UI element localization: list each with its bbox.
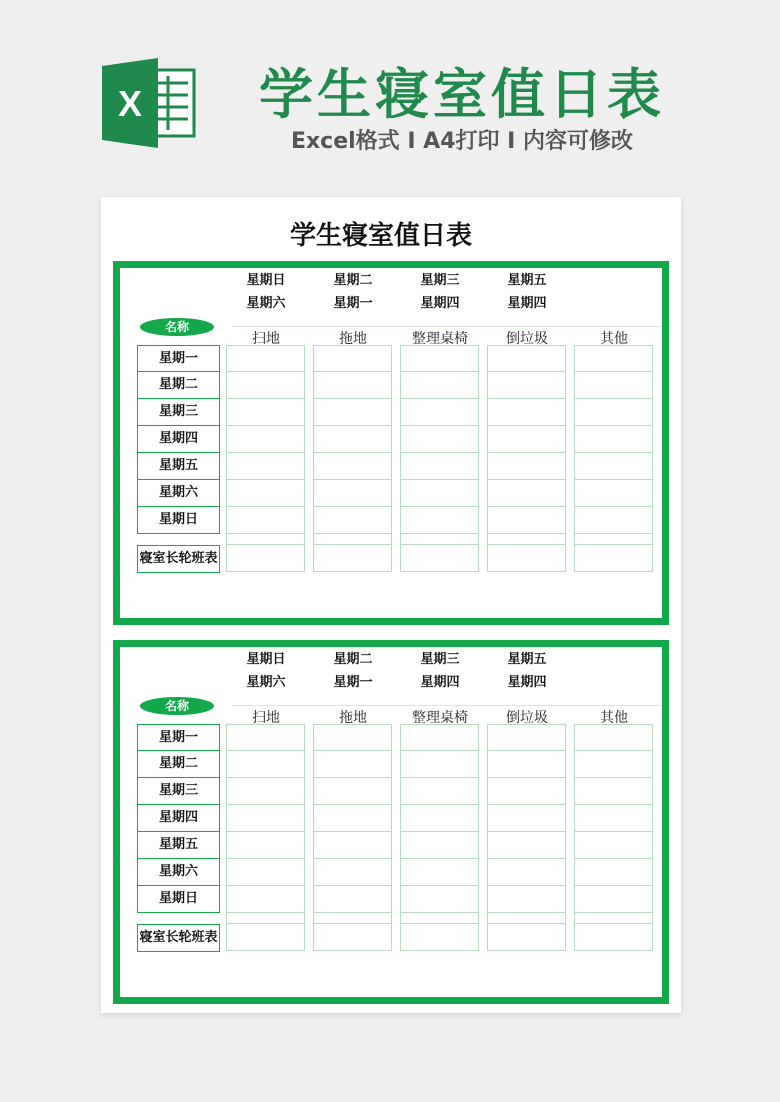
- column-header: 扫地: [252, 331, 280, 347]
- duty-sheet-2: [113, 640, 669, 1004]
- week-label: 星期二: [333, 652, 373, 667]
- table-cell[interactable]: [313, 913, 392, 924]
- day-label: 星期三: [137, 399, 220, 426]
- table-cell[interactable]: [574, 534, 653, 545]
- table-cell[interactable]: [574, 778, 653, 805]
- table-cell[interactable]: [313, 724, 392, 751]
- table-cell[interactable]: [313, 345, 392, 372]
- table-cell[interactable]: [226, 751, 305, 778]
- table-cell[interactable]: [574, 507, 653, 534]
- column-header: 其他: [600, 710, 628, 726]
- table-cell[interactable]: [487, 832, 566, 859]
- table-cell[interactable]: [400, 545, 479, 572]
- day-label: 星期二: [137, 372, 220, 399]
- table-cell[interactable]: [574, 399, 653, 426]
- leader-rotation-label: 寝室长轮班表: [137, 545, 220, 573]
- table-cell[interactable]: [487, 724, 566, 751]
- table-cell[interactable]: [400, 913, 479, 924]
- day-label: 星期三: [137, 778, 220, 805]
- table-cell[interactable]: [487, 778, 566, 805]
- table-cell[interactable]: [313, 507, 392, 534]
- table-cell[interactable]: [226, 545, 305, 572]
- table-cell[interactable]: [400, 534, 479, 545]
- day-label: 星期一: [137, 724, 220, 751]
- table-cell[interactable]: [487, 534, 566, 545]
- week-label: 星期日: [246, 273, 286, 288]
- logo-letter: X: [117, 83, 143, 124]
- table-cell[interactable]: [226, 832, 305, 859]
- table-cell[interactable]: [487, 545, 566, 572]
- column-header: 扫地: [252, 710, 280, 726]
- table-cell[interactable]: [574, 886, 653, 913]
- day-label: 星期五: [137, 453, 220, 480]
- table-cell[interactable]: [487, 345, 566, 372]
- table-cell[interactable]: [226, 805, 305, 832]
- table-cell[interactable]: [313, 545, 392, 572]
- table-cell[interactable]: [574, 453, 653, 480]
- column-header: 倒垃圾: [506, 710, 548, 726]
- table-cell[interactable]: [574, 372, 653, 399]
- table-cell[interactable]: [487, 805, 566, 832]
- day-label: 星期二: [137, 751, 220, 778]
- table-cell[interactable]: [574, 805, 653, 832]
- week-label: 星期四: [420, 296, 460, 311]
- table-cell[interactable]: [313, 480, 392, 507]
- table-cell[interactable]: [574, 832, 653, 859]
- table-cell[interactable]: [574, 913, 653, 924]
- table-cell[interactable]: [313, 399, 392, 426]
- name-badge: 名称: [140, 697, 214, 715]
- week-label: 星期六: [246, 296, 286, 311]
- table-cell[interactable]: [313, 859, 392, 886]
- table-cell[interactable]: [313, 453, 392, 480]
- table-cell[interactable]: [226, 399, 305, 426]
- table-cell[interactable]: [400, 507, 479, 534]
- table-cell[interactable]: [487, 913, 566, 924]
- subtitle: Excel格式 Ⅰ A4打印 Ⅰ 内容可修改: [290, 129, 634, 154]
- day-label: 星期日: [137, 886, 220, 913]
- week-label: 星期三: [420, 652, 460, 667]
- page-title: 学生寝室值日表: [289, 221, 472, 251]
- table-cell[interactable]: [226, 507, 305, 534]
- week-label: 星期日: [246, 652, 286, 667]
- week-label: 星期一: [333, 675, 373, 690]
- table-cell[interactable]: [400, 372, 479, 399]
- table-cell[interactable]: [400, 480, 479, 507]
- header-divider: [232, 705, 662, 706]
- table-cell[interactable]: [487, 507, 566, 534]
- column-header: 拖地: [339, 710, 367, 726]
- week-label: 星期一: [333, 296, 373, 311]
- banner: [0, 0, 780, 190]
- table-cell[interactable]: [400, 924, 479, 951]
- table-cell[interactable]: [226, 778, 305, 805]
- table-cell[interactable]: [226, 480, 305, 507]
- duty-sheet-1: [113, 261, 669, 625]
- table-cell[interactable]: [400, 345, 479, 372]
- table-cell[interactable]: [487, 453, 566, 480]
- name-badge: 名称: [140, 318, 214, 336]
- table-cell[interactable]: [226, 534, 305, 545]
- column-header: 拖地: [339, 331, 367, 347]
- table-cell[interactable]: [400, 832, 479, 859]
- excel-icon: [102, 58, 198, 148]
- table-cell[interactable]: [574, 859, 653, 886]
- week-label: 星期二: [333, 273, 373, 288]
- table-cell[interactable]: [313, 832, 392, 859]
- week-label: 星期五: [507, 273, 547, 288]
- table-cell[interactable]: [400, 426, 479, 453]
- day-label: 星期六: [137, 859, 220, 886]
- table-cell[interactable]: [400, 859, 479, 886]
- table-cell[interactable]: [313, 751, 392, 778]
- table-cell[interactable]: [313, 805, 392, 832]
- table-cell[interactable]: [487, 372, 566, 399]
- table-cell[interactable]: [487, 426, 566, 453]
- table-cell[interactable]: [574, 724, 653, 751]
- table-cell[interactable]: [400, 453, 479, 480]
- day-label: 星期一: [137, 345, 220, 372]
- table-cell[interactable]: [487, 399, 566, 426]
- week-label: 星期六: [246, 675, 286, 690]
- table-cell[interactable]: [313, 372, 392, 399]
- week-label: 星期四: [507, 675, 547, 690]
- table-cell[interactable]: [400, 778, 479, 805]
- table-cell[interactable]: [487, 480, 566, 507]
- table-cell[interactable]: [400, 886, 479, 913]
- table-cell[interactable]: [487, 886, 566, 913]
- header-divider: [232, 326, 662, 327]
- day-label: 星期四: [137, 426, 220, 453]
- column-header: 其他: [600, 331, 628, 347]
- table-cell[interactable]: [226, 886, 305, 913]
- week-label: 星期三: [420, 273, 460, 288]
- leader-rotation-label: 寝室长轮班表: [137, 924, 220, 952]
- week-label: 星期四: [507, 296, 547, 311]
- column-header: 整理桌椅: [412, 710, 468, 726]
- table-cell[interactable]: [313, 886, 392, 913]
- document-page: [101, 197, 681, 1013]
- table-cell[interactable]: [574, 545, 653, 572]
- table-cell[interactable]: [400, 399, 479, 426]
- table-cell[interactable]: [574, 426, 653, 453]
- table-cell[interactable]: [226, 372, 305, 399]
- day-label: 星期六: [137, 480, 220, 507]
- day-label: 星期日: [137, 507, 220, 534]
- main-title: 学生寝室值日表: [259, 63, 665, 126]
- table-cell[interactable]: [313, 924, 392, 951]
- table-cell[interactable]: [226, 724, 305, 751]
- table-cell[interactable]: [226, 859, 305, 886]
- table-cell[interactable]: [574, 924, 653, 951]
- table-cell[interactable]: [226, 426, 305, 453]
- table-cell[interactable]: [226, 924, 305, 951]
- table-cell[interactable]: [487, 859, 566, 886]
- week-label: 星期五: [507, 652, 547, 667]
- table-cell[interactable]: [400, 805, 479, 832]
- column-header: 倒垃圾: [506, 331, 548, 347]
- table-cell[interactable]: [313, 778, 392, 805]
- table-cell[interactable]: [226, 913, 305, 924]
- table-cell[interactable]: [226, 453, 305, 480]
- table-cell[interactable]: [487, 751, 566, 778]
- week-label: 星期四: [420, 675, 460, 690]
- day-label: 星期五: [137, 832, 220, 859]
- column-header: 整理桌椅: [412, 331, 468, 347]
- table-cell[interactable]: [574, 751, 653, 778]
- table-cell[interactable]: [226, 345, 305, 372]
- table-cell[interactable]: [313, 534, 392, 545]
- table-cell[interactable]: [400, 751, 479, 778]
- table-cell[interactable]: [574, 345, 653, 372]
- day-label: 星期四: [137, 805, 220, 832]
- table-cell[interactable]: [574, 480, 653, 507]
- table-cell[interactable]: [400, 724, 479, 751]
- table-cell[interactable]: [487, 924, 566, 951]
- table-cell[interactable]: [313, 426, 392, 453]
